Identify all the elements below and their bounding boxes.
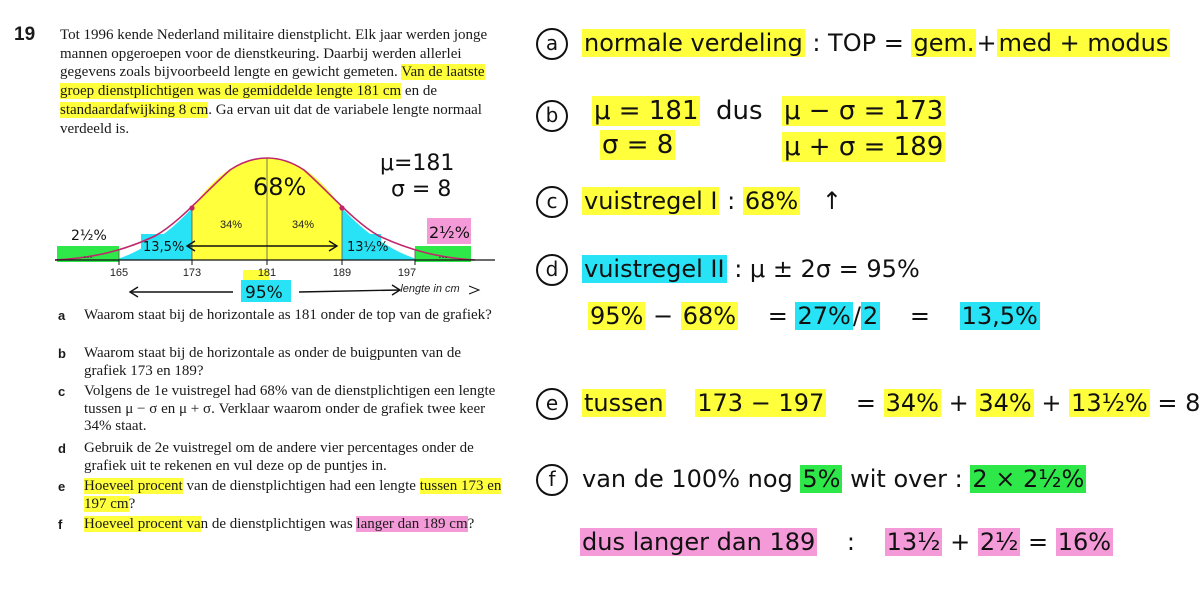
note-a-top: : TOP = — [812, 29, 904, 57]
note-b-dus: dus — [716, 96, 763, 126]
note-e — [536, 388, 1200, 420]
note-e-result: = 8 — [1157, 389, 1200, 417]
note-f-2x: 2 × 2½% — [972, 465, 1085, 493]
question-b — [58, 345, 503, 380]
note-a-med-modus: med + modus — [998, 29, 1169, 57]
dots-placeholder: ... — [438, 249, 448, 261]
note-e-range: 173 − 197 — [697, 389, 825, 417]
question-e — [58, 478, 503, 513]
note-f-plus: + — [950, 528, 971, 556]
note-f-text2: wit over : — [850, 465, 963, 493]
note-e-plus2: + — [1041, 389, 1062, 417]
hand-sigma: σ = 8 — [391, 177, 452, 202]
note-d-135: 13,5% — [961, 302, 1038, 330]
note-label-a: a — [536, 28, 568, 60]
hand-68: 68% — [253, 173, 307, 201]
note-label-b: b — [536, 100, 568, 132]
note-c — [536, 186, 842, 218]
tick-label-189: 189 — [332, 267, 352, 279]
intro-text-1: Tot 1996 kende Nederland militaire dienstplicht. Elk jaar werden jonge mannen opgeroepen voor de dienstkeuring. Daarbij werden allerlei gegevens zoals bijvoorbeeld lengte en gewicht gemeten. — [60, 27, 488, 81]
note-e-34b: 34% — [978, 389, 1032, 417]
note-f-5: 5% — [802, 465, 841, 493]
note-a-plus: + — [976, 29, 997, 57]
intro-text-3: . Ga ervan uit dat de variabele lengte normaal verdeeld is. — [60, 101, 482, 137]
intro-highlight-sd: standaardafwijking 8 cm — [60, 101, 209, 118]
note-e-tussen: tussen — [584, 389, 664, 417]
question-letter: d — [58, 441, 66, 456]
question-letter: b — [58, 346, 66, 361]
note-d-eq1: = — [767, 302, 788, 330]
pct-label-right-center: 34% — [291, 219, 315, 231]
question-e-end: ? — [128, 495, 136, 512]
tick-label-181: 181 — [257, 267, 277, 279]
note-d-minus: − — [652, 302, 674, 330]
note-d-row2 — [588, 302, 1040, 330]
note-d-rule: vuistregel II — [584, 255, 725, 283]
question-letter: e — [58, 479, 66, 494]
note-f-text1: van de 100% nog — [582, 465, 793, 493]
note-d-68: 68% — [682, 302, 737, 330]
note-f-135: 13½ — [886, 528, 941, 556]
note-b-mu — [592, 96, 700, 126]
note-d-slash: / — [852, 302, 861, 330]
note-e-34a: 34% — [885, 389, 939, 417]
hand-95: 95% — [245, 283, 283, 303]
hand-right-mid: 13½% — [347, 240, 389, 255]
exercise-number: 19 — [14, 24, 36, 45]
note-a — [536, 28, 1170, 60]
note-b-line2 — [782, 132, 945, 162]
note-f-eq: = — [1028, 528, 1049, 556]
question-text: Gebruik de 2e vuistregel om de andere vier percentages onder de grafiek uit te rekenen en vul deze op de puntjes in. — [84, 440, 474, 474]
note-b-line1 — [782, 96, 945, 126]
arrow-95-right — [299, 290, 400, 292]
note-f-row2 — [580, 528, 1113, 556]
question-f — [58, 516, 503, 534]
question-d — [58, 440, 503, 475]
note-f-colon: : — [846, 528, 855, 556]
note-e-eq: = — [855, 389, 876, 417]
question-text: Waarom staat bij de horizontale as 181 onder de top van de grafiek? — [84, 307, 492, 323]
note-f-langer: dus langer dan 189 — [582, 528, 816, 556]
note-f-16: 16% — [1057, 528, 1112, 556]
note-b-sigma — [600, 130, 675, 160]
hand-left-mid: 13,5% — [143, 240, 185, 255]
intro-highlight-mean: Van de laatste groep dienstplichtigen was de gemiddelde lengte 181 cm — [60, 64, 485, 100]
question-letter: c — [58, 384, 66, 399]
exercise-intro — [60, 26, 500, 138]
question-e-highlight-1: Hoeveel procent — [84, 478, 183, 494]
note-b-line2-value: μ + σ = 189 — [784, 132, 944, 162]
tick-label-173: 173 — [182, 267, 202, 279]
note-f — [536, 464, 1086, 496]
note-label-f: f — [536, 464, 568, 496]
hand-left-tail: 2½% — [71, 228, 107, 244]
note-d-formula: : μ ± 2σ = 95% — [734, 255, 920, 283]
note-a-gem: gem. — [913, 29, 975, 57]
note-e-135: 13½% — [1071, 389, 1148, 417]
question-c — [58, 383, 503, 436]
note-e-plus1: + — [948, 389, 969, 417]
question-e-highlight-2: tussen 173 en 197 cm — [84, 478, 502, 512]
question-letter: f — [58, 517, 63, 532]
tick-label-197: 197 — [397, 267, 417, 279]
note-d — [536, 254, 920, 286]
question-text: Waarom staat bij de horizontale as onder de buigpunten van de grafiek 173 en 189? — [84, 345, 461, 379]
note-d-2: 2 — [862, 302, 879, 330]
tick-label-165: 165 — [109, 267, 129, 279]
question-e-text: van de dienstplichtigen had een lengte — [182, 478, 420, 494]
note-c-arrow: ↑ — [821, 187, 842, 215]
note-d-95: 95% — [590, 302, 644, 330]
note-label-e: e — [536, 388, 568, 420]
intro-text-2: en de — [401, 83, 437, 100]
question-f-end: ? — [467, 516, 475, 532]
question-f-text: n de dienstplichtigen was — [200, 516, 357, 532]
note-b-line1-value: μ − σ = 173 — [784, 96, 944, 126]
inflection-point-left — [189, 205, 194, 210]
hand-right-tail: 2½% — [429, 223, 470, 242]
inflection-point-right — [339, 205, 344, 210]
note-d-27: 27% — [797, 302, 851, 330]
hand-mu: μ=181 — [380, 151, 455, 176]
note-d-eq2: = — [909, 302, 930, 330]
note-b-mu-value: μ = 181 — [594, 96, 699, 126]
note-f-25: 2½ — [979, 528, 1019, 556]
note-label-c: c — [536, 186, 568, 218]
note-b-label-wrap — [536, 100, 582, 132]
note-b-sigma-value: σ = 8 — [602, 130, 674, 160]
pct-label-left-center: 34% — [219, 219, 243, 231]
dots-placeholder: ... — [83, 249, 93, 261]
note-c-rule: vuistregel I — [584, 187, 718, 215]
question-text: Volgens de 1e vuistregel had 68% van de dienstplichtigen een lengte tussen μ − σ en μ + σ. Verklaar waarom onder de grafiek twee keer 34% staat. — [84, 383, 496, 435]
question-letter: a — [58, 308, 66, 323]
note-c-68: 68% — [744, 187, 799, 215]
question-a — [58, 307, 503, 325]
note-c-colon: : — [727, 187, 736, 215]
normal-distribution-figure — [55, 150, 505, 305]
question-f-highlight-1: Hoeveel procent va — [84, 516, 201, 532]
question-f-highlight-2: langer dan 189 cm — [356, 516, 468, 532]
question-text — [84, 516, 503, 534]
question-text — [84, 478, 503, 513]
note-a-term: normale verdeling — [584, 29, 803, 57]
axis-label: lengte in cm — [400, 283, 460, 295]
note-label-d: d — [536, 254, 568, 286]
